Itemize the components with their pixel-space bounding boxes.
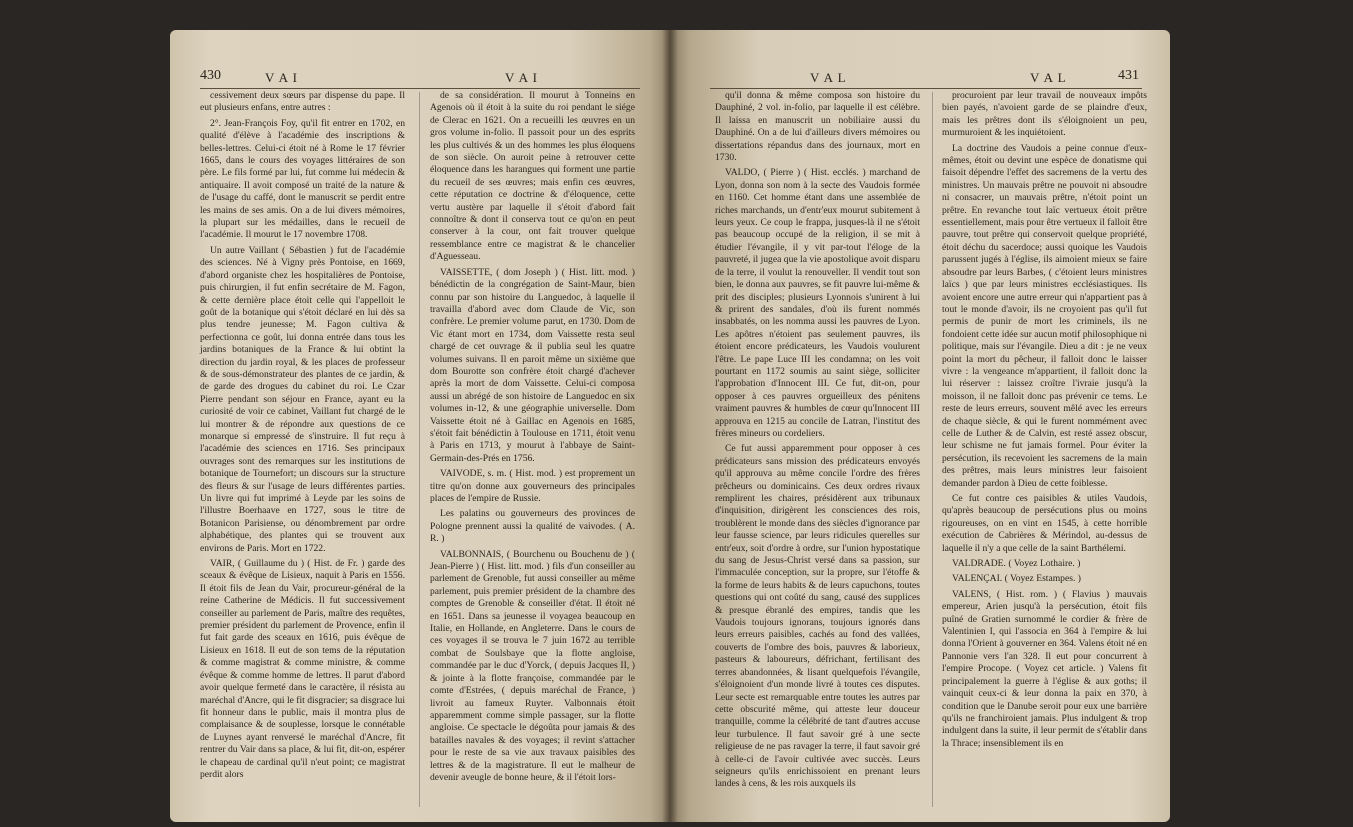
running-header-left-1: V A I (265, 70, 298, 85)
paragraph: VALENÇAI. ( Voyez Estampes. ) (952, 573, 1081, 585)
paragraph: VAIVODE, s. m. ( Hist. mod. ) est proprement un titre qu'on donne aux gouverneurs des principales places de l'empire de Russie. (430, 468, 635, 504)
paragraph: Ce fut contre ces paisibles & utiles Vaudois, qu'après beaucoup de persécutions plus ou moins rigoureuses, on en vint en 1545, à cette horrible exécution de Cabrières & Mérindol, au-dessus de laquelle il n'y a que celle de la saint Barthélemi. (942, 493, 1147, 554)
paragraph: 2°. Jean-François Foy, qu'il fit entrer en 1702, en qualité d'élève à l'académie des inscriptions & belles-lettres. Celui-ci étoit né à Rome le 17 février 1665, dans le cours des voyages littéraires de son père. Le fils formé par lui, fut comme lui médecin & antiquaire. Il avoit composé un traité de la nature & de l'usage du caffé, dont le manuscrit se perdit entre les mains de ses amis. On a de lui divers mémoires, la plupart sur les médailles, dans le recueil de l'académie. Il mourut le 17 novembre 1708. (200, 117, 405, 241)
right-page (670, 30, 1170, 822)
open-book (170, 30, 1170, 822)
right-column-1 (715, 90, 920, 794)
paragraph: VALENS, ( Hist. rom. ) ( Flavius ) mauvais empereur, Arien jusqu'à la persécution, étoit fils puîné de Gratien surnommé le cordier & frère de Valentinien I, qui l'associa en 364 à l'empire & lui donna l'Orient à gouverner en 364. Valens étoit né en Pannonie vers l'an 328. Il eut pour concurrent à l'empire Procope. ( Voyez cet article. ) Valens fit principalement la guerre à l'église & aux goths; il vainquit ceux-ci & leur donna la paix en 370, à condition que le Danube seroit pour eux une barrière qu'ils ne franchiroient jamais. Plus indulgent & trop indulgent dans la suite, il leur permit de s'établir dans la Thrace; insensiblement ils en (942, 588, 1147, 749)
paragraph: VALBONNAIS, ( Bourchenu ou Bouchenu de ) ( Jean-Pierre ) ( Hist. litt. mod. ) fils d'un conseiller au parlement de Grenoble, fut aussi conseiller au même parlement, puis premier président de la chambre des comptes de Grenoble & conseiller d'état. Il étoit né en 1651. Dans sa jeunesse il voyagea beaucoup en Italie, en Hollande, en Angleterre. Dans le cours de ces voyages il se trouva le 7 juin 1672 au terrible combat de Soulsbaye que la flotte angloise, commandée par le duc d'Yorck, ( depuis Jacques II, ) & jointe à la flotte françoise, commandée par le comte d'Estrées, ( depuis maréchal de France, ) livroit au fameux Ruyter. Valbonnais étoit apparemment comme simple passager, sur la flotte angloise. Ce spectacle le dégoûta pour jamais & des batailles navales & des voyages; il revint s'attacher pour le reste de sa vie aux travaux paisibles des lettres & de la magistrature. Il eut le malheur de devenir aveugle de bonne heure, & il l'étoit lors- (430, 548, 635, 783)
paragraph: VAISSETTE, ( dom Joseph ) ( Hist. litt. mod. ) bénédictin de la congrégation de Saint-Maur, bien connu par son histoire du Languedoc, à laquelle il travailla d'abord avec dom Claude de Vic, son confrère. Le premier volume parut, en 1730. Dom de Vic étant mort en 1734, dom Vaissette resta seul chargé de cet ouvrage & il publia seul les quatre volumes suivans. Il en paroit même un sixième que dom Bourotte son confrère étoit chargé d'achever après la mort de dom Vaissette. Celui-ci composa aussi un abrégé de son histoire de Languedoc en six volumes in-12, & une géographie universelle. Dom Vaissette étoit né à Gaillac en Agenois en 1685, s'étoit fait bénédictin à Toulouse en 1711, étoit venu à Paris en 1713, y mourut à l'abbaye de Saint-Germain-des-Prés en 1756. (430, 266, 635, 464)
running-header-right-2: V A L (1030, 70, 1067, 85)
paragraph: qu'il donna & même composa son histoire du Dauphiné, 2 vol. in-folio, par laquelle il est célèbre. Il laissa en manuscrit un nobiliaire aussi du Dauphiné. On a de lui d'ailleurs divers mémoires ou dissertations répandus dans des journaux, mort en 1730. (715, 90, 920, 164)
running-header-left-2: V A I (505, 70, 538, 85)
paragraph: VAIR, ( Guillaume du ) ( Hist. de Fr. ) garde des sceaux & évêque de Lisieux, naquit à Paris en 1556. Il étoit fils de Jean du Vair, procureur-général de la reine Catherine de Médicis. Il fut successivement conseiller au parlement de Paris, maître des requêtes, premier président du parlement de Provence, enfin il fut fait garde des sceaux en 1616, puis évêque de Lisieux en 1618. Il eut de son tems de la réputation & comme magistrat & comme ministre, & comme évêque & comme homme de lettres. Il parut d'abord avoir quelque fermeté dans le caractère, il résista au maréchal d'Ancre, qui le fit disgracier; sa disgrace lui fit honneur dans le public, mais il montra plus de complaisance & de souplesse, lorsque le connétable de Luynes ayant renversé le maréchal d'Ancre, fit rentrer du Vair dans sa place, & lui fit, dit-on, espérer le chapeau de cardinal qu'il n'eut point; ce magistrat perdit alors (200, 558, 405, 780)
paragraph: cessivement deux sœurs par dispense du pape. Il eut plusieurs enfans, entre autres : (200, 90, 405, 114)
paragraph: procuroient par leur travail de nouveaux impôts bien payés, n'avoient garde de se plaindre d'eux, mais les prêtres dont ils s'éloignoient un peu, murmuroient & les inquiétoient. (942, 90, 1147, 139)
paragraph: La doctrine des Vaudois a peine connue d'eux-mêmes, étoit ou devint une espèce de donatisme qui faisoit dépendre l'effet des sacremens de la vertu des ministres. Un mauvais prêtre ne pouvoit ni absoudre ni consacrer, un mauvais prêtre, n'étoit point un prêtre. En revanche tout laïc vertueux étoit prêtre essentiellement, mais pour être vertueux il falloit être pauvre, tout prêtre qui conservoit quelque propriété, étoit déchu du sacerdoce; aussi quoique les Vaudois parussent jugés à l'église, ils aimoient mieux se faire absoudre par leurs Barbes, ( c'étoient leurs ministres laïcs ) que par leurs ministres ecclésiastiques. Ils avoient encore une autre erreur qui n'appartient pas à tout le monde d'avoir, ils ne croyoient pas qu'il fut permis de punir de mort les criminels, ils ne fondoient cette idée sur aucun motif philosophique ni politique, mais sur l'évangile. Dieu a dit : je ne veux point la mort du pêcheur, il falloit donc le laisser vivre : la vengeance m'appartient, il falloit donc la lui réserver : laissez croître l'ivraie jusqu'à la moisson, il ne falloit donc pas prévenir ce tems. Le reste de leurs erreurs, souvent mêlé avec les erreurs de chaque siècle, & qui le furent nommément avec celle de Luther & de Calvin, est resté assez obscur, leur schisme ne fut jamais formel. Pour éviter la persécution, ils recevoient les sacremens de la main des prêtres, mais leurs ministres leur faisoient demander pardon à Dieu de cette foiblesse. (942, 142, 1147, 489)
paragraph: VALDRADE. ( Voyez Lothaire. ) (952, 558, 1081, 570)
page-number-left: 430 (200, 68, 221, 83)
column-divider-right (932, 92, 933, 807)
paragraph: VALDO, ( Pierre ) ( Hist. ecclés. ) marchand de Lyon, donna son nom à la secte des Vaudois formée en 1160. Cet homme étant dans une assemblée de riches marchands, un d'entr'eux mourut subitement à leurs yeux. Ce coup le frappa, jusques-là il ne s'étoit pas beaucoup occupé de la religion, il se mit à étudier l'évangile, il y vit par-tout l'éloge de la pauvreté, il jugea que la vie apostolique avoit disparu de la terre, il voulut la renouveller. Il vendit tout son bien, le donna aux pauvres, se fit pauvre lui-même & prit des disciples; plusieurs Lyonnois s'unirent à lui & prirent des sandales, d'où ils furent nommés insabbatés, on les nomma aussi les pauvres de Lyon. Les apôtres n'étoient pas seulement pauvres, ils étoient encore prédicateurs, les Vaudois voulurent l'être. Le pape Luce III les condamna; on les voit pourtant en 1172 soumis au saint siège, solliciter l'approbation d'Innocent III. Ce fut, dit-on, pour opposer à ces pauvres orgueilleux des pénitens vraiment pauvres & humbles de cœur qu'Innocent III approuva en 1215 au concile de Latran, l'institut des frères mineurs ou cordeliers. (715, 167, 920, 439)
running-header-right-1: V A L (810, 70, 847, 85)
paragraph: Un autre Vaillant ( Sébastien ) fut de l'académie des sciences. Né à Vigny près Pontoise, en 1669, d'abord organiste chez les hospitalières de Pontoise, puis chirurgien, il fut enfin secrétaire de M. Fagon, & cette dernière place étoit celle qui l'appelloit le goût de la botanique qui s'étoit déclaré en lui dès sa plus tendre jeunesse; M. Fagon cultiva & perfectionna ce goût, lui donna entrée dans tous les jardins botaniques de la France & lui obtint la direction du jardin royal, & les places de professeur & de sous-démonstrateur des plantes de ce jardin, & de garde des drogues du cabinet du roi. Le Czar Pierre pendant son séjour en France, ayant eu la curiosité de voir ce cabinet, Vaillant fut chargé de le lui montrer & de répondre aux questions de ce monarque si empressé de s'instruire. Il fut reçu à l'académie des sciences en 1716. Ses principaux ouvrages sont des remarques sur les institutions de botanique de Tournefort; un discours sur la structure des fleurs & sur l'usage de leurs différentes parties. Un livre qui fut imprimé à Leyde par les soins de l'illustre Boerhaave en 1727, sous le titre de Botanicon Parisiense, ou dénombrement par ordre alphabétique, des plantes qui se trouvent aux environs de Paris. Mort en 1722. (200, 244, 405, 554)
right-column-2 (942, 90, 1147, 753)
left-page (170, 30, 670, 822)
paragraph: de sa considération. Il mourut à Tonneins en Agenois où il étoit à la suite du roi pendant le siége de Clerac en 1621. On a recueilli les œuvres en un gros volume in-folio. Il passoit pour un des esprits les plus cultivés & un des hommes les plus éloquens de son siècle. On auroit peine à retrouver cette éloquence dans les harangues qui forment une partie du recueil de ses œuvres; mais enfin ces œuvres, cette réputation ce doctrine & d'éloquence, cette vertu austère par laquelle il s'étoit d'abord fait connoître & dont il conserva tout ce qu'on en peut conserver à la cour, ont fait trouver quelque ressemblance entre ce magistrat & le chancelier d'Aguesseau. (430, 90, 635, 263)
column-divider-left (419, 92, 420, 807)
header-rule-left (200, 88, 640, 89)
left-column-2 (430, 90, 635, 787)
page-number-right: 431 (1118, 68, 1139, 83)
book-gutter (662, 30, 678, 822)
header-rule-right (710, 88, 1142, 89)
paragraph: Ce fut aussi apparemment pour opposer à ces prédicateurs sans mission des prédicateurs envoyés qu'il approuva au même concile l'ordre des frères prêcheurs ou dominicains. Ces deux ordres rivaux remplirent les chaires, présidèrent aux tribunaux d'inquisition, dirigèrent les consciences des rois, troublèrent le monde dans des siècles d'ignorance par leur fausse science, par leurs ridicules querelles sur entr'eux, soit d'ordre à ordre, sur l'union hypostatique du sang de Jesus-Christ versé dans sa passion, sur l'immaculée conception, sur la propre, sur l'étoffe & la forme de leurs habits & de leurs capuchons, toutes questions qui ont coûté du sang, causé des supplices & presque ébranlé des empires, tandis que les Vaudois toujours ignorans, toujours ignorés dans leurs erreurs paisibles, cachés au fond des vallées, couverts de l'ombre des bois, pauvres & laborieux, pasteurs & laboureurs, défrichant, fertilisant des terres abandonnées, & lisant quelquefois l'évangile, s'éloignoient d'un monde livré à toutes ces disputes. Leur secte est remarquable entre toutes les autres par cette obscurité même, qui atteste leur douceur tranquille, comme la célébrité de tant d'autres accuse leur turbulence. Il faut savoir gré à une secte religieuse de ne pas ravager la terre, il faut savoir gré à celle-ci de l'avoir cultivée avec succès. Leurs seigneurs qu'ils enrichissoient en prenant leurs landes à cens, & les rois auxquels ils (715, 443, 920, 790)
left-column-1 (200, 90, 405, 784)
paragraph: Les palatins ou gouverneurs des provinces de Pologne prennent aussi la qualité de vaivodes. ( A. R. ) (430, 508, 635, 545)
